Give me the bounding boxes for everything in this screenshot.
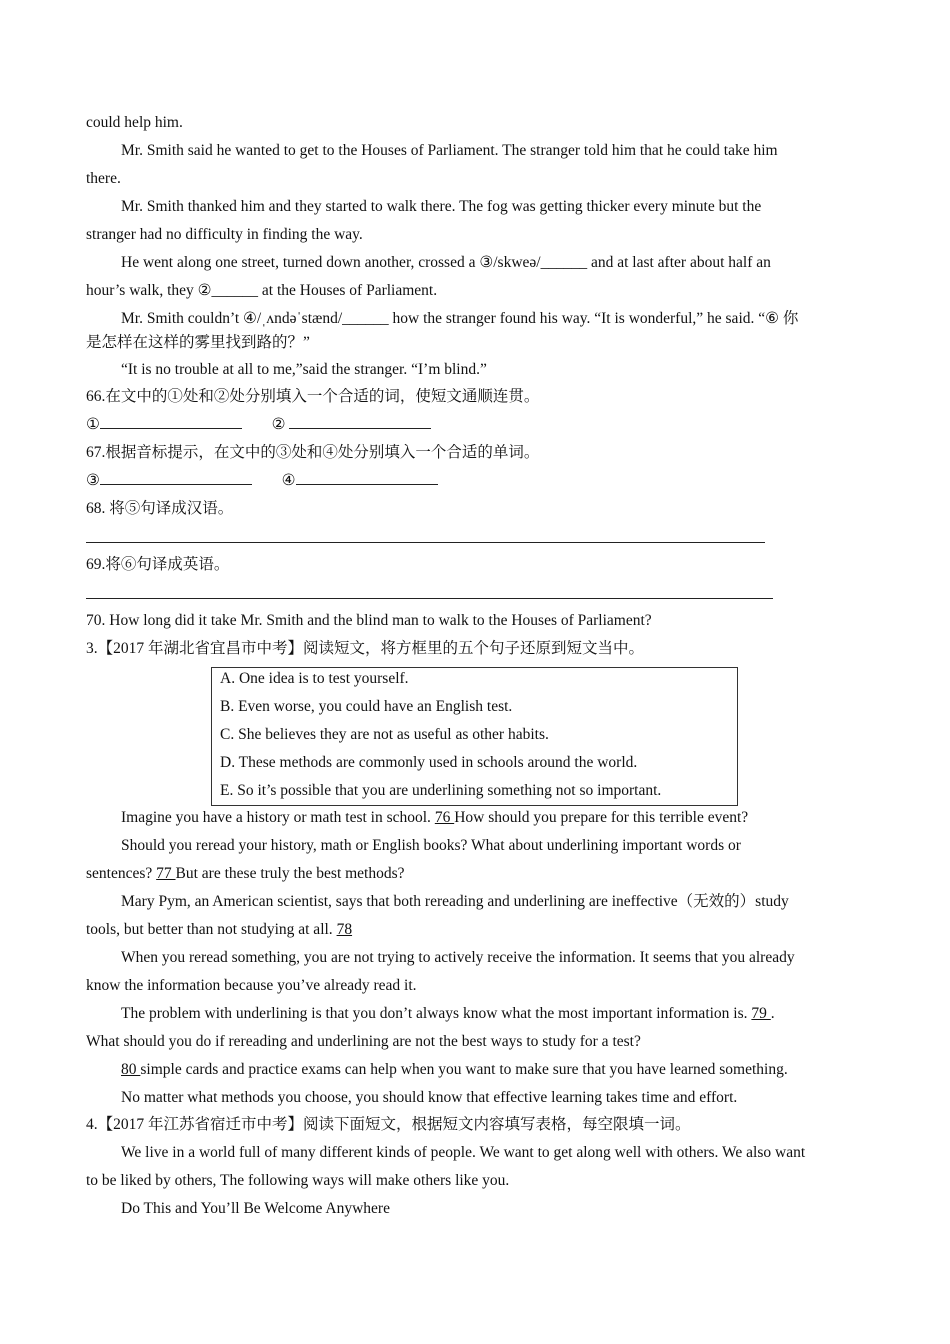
answer-marker: ②	[271, 416, 286, 433]
answer-blank-4[interactable]	[296, 470, 438, 485]
answer-rule-68[interactable]	[86, 542, 765, 543]
answer-marker: ④	[281, 472, 296, 489]
question-68: 68. 将⑤句译成汉语。	[86, 500, 234, 517]
passage-text: The problem with underlining is that you don’t always know what the most important information is.	[121, 1005, 748, 1022]
blank-77[interactable]: 77	[156, 865, 176, 882]
passage-line: to be liked by others, The following ways will make others like you.	[86, 1172, 510, 1189]
passage-line	[121, 1003, 876, 1025]
option-a: A. One idea is to test yourself.	[220, 670, 409, 687]
section-4-heading: 4.【2017 年江苏省宿迁市中考】阅读下面短文，根据短文内容填写表格，每空限填一词。	[86, 1116, 691, 1133]
passage-text: tools, but better than not studying at all.	[86, 921, 333, 938]
blank-78[interactable]: 78	[336, 921, 353, 938]
question-67: 67.根据音标提示，在文中的③处和④处分别填入一个合适的单词。	[86, 444, 540, 461]
passage-line: We live in a world full of many different kinds of people. We want to get along well with others. We also want	[121, 1144, 806, 1161]
passage-text: Imagine you have a history or math test in school.	[121, 809, 431, 826]
passage-line: Mr. Smith couldn’t ④/ˌʌndəˈstænd/______ how the stranger found his way. “It is wonderful,” he said. “⑥ 你	[121, 310, 799, 327]
passage-text: But are these truly the best methods?	[175, 865, 405, 882]
passage-line: 是怎样在这样的雾里找到路的？”	[86, 334, 310, 351]
passage-line: hour’s walk, they ②______ at the Houses of Parliament.	[86, 282, 438, 299]
blank-80[interactable]: 80	[121, 1061, 141, 1078]
passage-line: He went along one street, turned down another, crossed a ③/skweə/______ and at last after about half an	[121, 254, 771, 271]
passage-text: simple cards and practice exams can help when you want to make sure that you have learned something.	[140, 1061, 788, 1078]
answer-marker: ①	[86, 416, 100, 433]
passage-text: sentences?	[86, 865, 153, 882]
answer-line-67	[86, 470, 876, 492]
option-c: C. She believes they are not as useful as other habits.	[220, 726, 549, 743]
passage-line: No matter what methods you choose, you should know that effective learning takes time and effort.	[121, 1089, 738, 1106]
options-box	[211, 667, 738, 806]
section-3-heading: 3.【2017 年湖北省宜昌市中考】阅读短文，将方框里的五个句子还原到短文当中。	[86, 640, 645, 657]
answer-marker: ③	[86, 472, 100, 489]
passage-text: How should you prepare for this terrible event?	[454, 809, 749, 826]
passage-text: .	[770, 1005, 775, 1022]
passage-line: Mr. Smith thanked him and they started to walk there. The fog was getting thicker every minute but the	[121, 198, 762, 215]
passage-line	[86, 863, 876, 885]
answer-blank-3[interactable]	[100, 470, 252, 485]
passage-line: “It is no trouble at all to me,”said the stranger. “I’m blind.”	[121, 361, 487, 378]
question-70: 70. How long did it take Mr. Smith and the blind man to walk to the Houses of Parliament?	[86, 612, 652, 629]
blank-79[interactable]: 79	[751, 1005, 771, 1022]
answer-rule-69[interactable]	[86, 598, 773, 599]
passage-line: Mary Pym, an American scientist, says that both rereading and underlining are ineffective（无效的）study	[121, 893, 789, 910]
option-e: E. So it’s possible that you are underlining something not so important.	[220, 782, 662, 799]
question-69: 69.将⑥句译成英语。	[86, 556, 230, 573]
question-66: 66.在文中的①处和②处分别填入一个合适的词，使短文通顺连贯。	[86, 388, 540, 405]
passage-line: could help him.	[86, 114, 183, 131]
passage-line: know the information because you’ve already read it.	[86, 977, 417, 994]
passage-line: When you reread something, you are not trying to actively receive the information. It seems that you already	[121, 949, 795, 966]
passage-line: stranger had no difficulty in finding the way.	[86, 226, 363, 243]
passage-line: What should you do if rereading and underlining are not the best ways to study for a test?	[86, 1033, 641, 1050]
passage-line	[121, 1059, 876, 1081]
answer-blank-1[interactable]	[100, 414, 242, 429]
passage-line: Mr. Smith said he wanted to get to the Houses of Parliament. The stranger told him that he could take him	[121, 142, 778, 159]
blank-76[interactable]: 76	[434, 809, 455, 826]
passage-title: Do This and You’ll Be Welcome Anywhere	[121, 1200, 390, 1217]
passage-line: there.	[86, 170, 121, 187]
option-b: B. Even worse, you could have an English test.	[220, 698, 513, 715]
answer-blank-2[interactable]	[289, 414, 431, 429]
passage-line	[121, 807, 876, 829]
passage-line	[86, 919, 876, 941]
answer-line-66	[86, 414, 876, 436]
option-d: D. These methods are commonly used in schools around the world.	[220, 754, 638, 771]
passage-line: Should you reread your history, math or English books? What about underlining important words or	[121, 837, 741, 854]
